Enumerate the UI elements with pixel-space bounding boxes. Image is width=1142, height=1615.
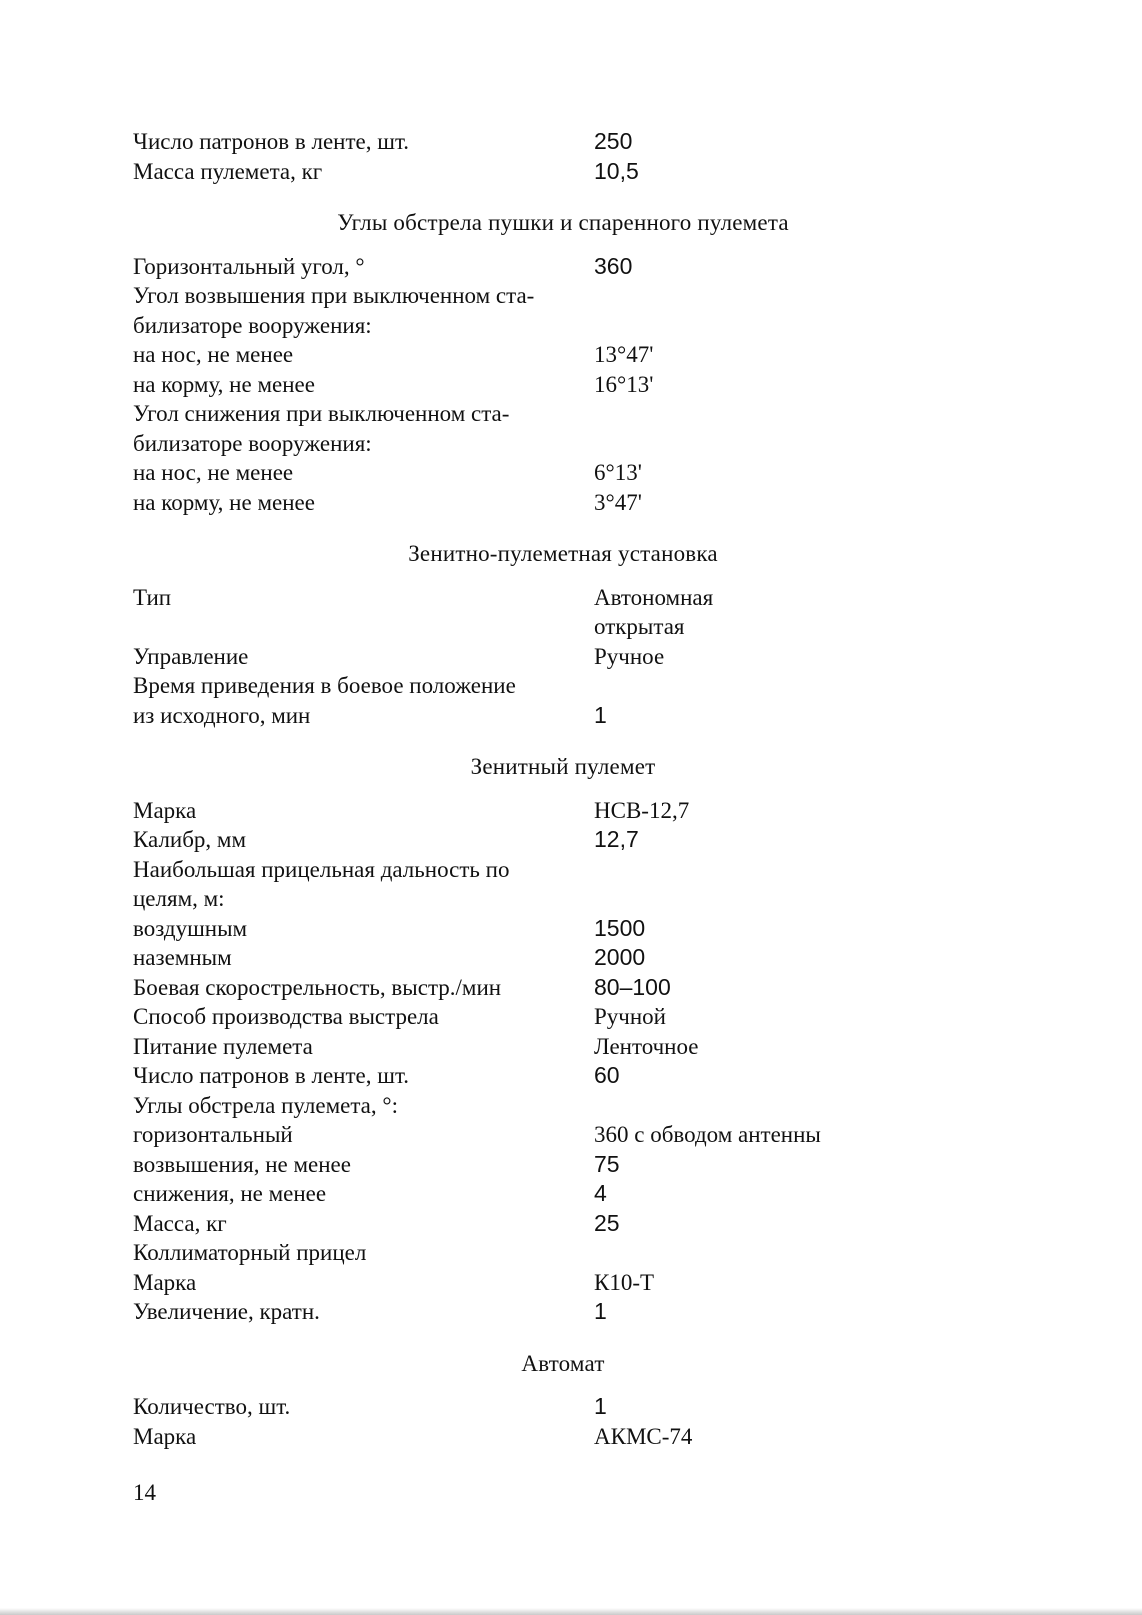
spec-label: Способ производства выстрела [133, 1004, 439, 1029]
spec-row [133, 1150, 993, 1180]
spec-label: на нос, не менее [133, 342, 294, 367]
spec-row [133, 1392, 993, 1422]
spec-section [133, 208, 993, 517]
page-bottom-edge [0, 1608, 1142, 1615]
spec-value: 1 [594, 701, 607, 728]
spec-row [133, 311, 993, 341]
spec-row [133, 458, 993, 488]
spec-label: Тип [133, 584, 172, 610]
spec-value: 4 [594, 1180, 607, 1206]
spec-row [133, 1209, 993, 1239]
spec-label [133, 612, 594, 642]
spec-section [133, 752, 993, 1327]
spec-content [133, 127, 993, 1451]
spec-label: снижения, не менее [133, 1181, 327, 1206]
spec-value: 1 [594, 1393, 607, 1419]
spec-row [133, 914, 993, 944]
spec-value: 80–100 [594, 973, 671, 1000]
spec-label: Количество, шт. [133, 1394, 291, 1419]
spec-value: 1500 [594, 914, 646, 941]
section-heading: Зенитный пулемет [470, 754, 656, 779]
spec-row [133, 1268, 993, 1298]
spec-label: из исходного, мин [133, 702, 311, 728]
spec-row [133, 252, 993, 282]
spec-value: К10-Т [594, 1269, 655, 1295]
spec-value: 250 [594, 128, 633, 154]
spec-value [594, 1091, 993, 1121]
spec-value: Ручное [594, 643, 665, 669]
spec-label: Горизонтальный угол, ° [133, 253, 365, 279]
spec-row [133, 1297, 993, 1327]
spec-label: Калибр, мм [133, 827, 247, 852]
spec-label: на корму, не менее [133, 489, 315, 515]
spec-row [133, 127, 993, 157]
spec-row [133, 429, 993, 459]
spec-value [594, 884, 993, 914]
spec-value: 360 с обводом антенны [594, 1122, 821, 1147]
spec-label: Управление [133, 643, 249, 669]
spec-label: на корму, не менее [133, 371, 315, 397]
spec-value: Ленточное [594, 1033, 699, 1059]
spec-label: Масса, кг [133, 1210, 227, 1236]
spec-label: горизонтальный [133, 1122, 293, 1147]
spec-label: билизаторе вооружения: [133, 312, 372, 338]
spec-row [133, 943, 993, 973]
spec-row [133, 701, 993, 731]
spec-label: Масса пулемета, кг [133, 158, 323, 184]
spec-row [133, 1032, 993, 1062]
spec-row [133, 370, 993, 400]
spec-value: НСВ-12,7 [594, 797, 690, 823]
spec-value: 1 [594, 1298, 607, 1324]
spec-value: 3°47' [594, 489, 642, 515]
spec-row [133, 399, 993, 429]
spec-label: Углы обстрела пулемета, °: [133, 1092, 398, 1118]
spec-label: Коллиматорный прицел [133, 1240, 367, 1265]
spec-section [133, 127, 993, 186]
spec-value: 75 [594, 1150, 620, 1177]
spec-row [133, 884, 993, 914]
spec-row [133, 855, 993, 885]
spec-label: Марка [133, 1423, 197, 1449]
spec-row [133, 281, 993, 311]
spec-section [133, 1349, 993, 1452]
spec-label: Наибольшая прицельная дальность по [133, 856, 510, 882]
spec-row [133, 488, 993, 518]
spec-label: наземным [133, 945, 232, 970]
section-heading: Углы обстрела пушки и спаренного пулемета [337, 210, 789, 235]
spec-row [133, 1120, 993, 1150]
spec-value [594, 1238, 993, 1268]
spec-label: Увеличение, кратн. [133, 1299, 320, 1324]
section-heading: Зенитно-пулеметная установка [408, 541, 718, 566]
spec-value [594, 399, 993, 429]
spec-value: Автономная [594, 584, 714, 610]
spec-value [594, 855, 993, 885]
spec-row [133, 1091, 993, 1121]
spec-row [133, 612, 993, 642]
spec-value [594, 671, 993, 701]
spec-value: 60 [594, 1062, 620, 1088]
spec-value [594, 311, 993, 341]
spec-section [133, 539, 993, 730]
spec-row [133, 973, 993, 1003]
spec-label: целям, м: [133, 886, 225, 911]
spec-value: 13°47' [594, 342, 654, 367]
spec-value: 16°13' [594, 371, 654, 397]
spec-row [133, 1061, 993, 1091]
spec-row [133, 583, 993, 613]
spec-row [133, 671, 993, 701]
spec-label: Время приведения в боевое положение [133, 673, 516, 698]
spec-value: 360 [594, 252, 633, 279]
spec-label: Угол снижения при выключенном ста- [133, 401, 510, 426]
spec-row [133, 157, 993, 187]
spec-row [133, 1238, 993, 1268]
spec-value [594, 281, 993, 311]
spec-label: возвышения, не менее [133, 1151, 351, 1177]
spec-value: Ручной [594, 1004, 666, 1029]
spec-value: 6°13' [594, 460, 642, 485]
spec-value: 10,5 [594, 157, 639, 184]
spec-value: 12,7 [594, 826, 639, 852]
spec-value: АКМС-74 [594, 1423, 693, 1449]
spec-label: Угол возвышения при выключенном ста- [133, 283, 535, 308]
spec-label: Марка [133, 1269, 197, 1295]
spec-label: Боевая скорострельность, выстр./мин [133, 974, 502, 1000]
spec-row [133, 1422, 993, 1452]
spec-value: 2000 [594, 944, 646, 970]
spec-row [133, 1002, 993, 1032]
section-heading: Автомат [521, 1350, 605, 1376]
spec-value: открытая [594, 614, 685, 639]
spec-row [133, 825, 993, 855]
spec-label: воздушным [133, 915, 248, 941]
spec-label: на нос, не менее [133, 460, 294, 485]
page-number: 14 [133, 1480, 156, 1505]
spec-value: 25 [594, 1209, 620, 1236]
spec-row [133, 340, 993, 370]
spec-label: Число патронов в ленте, шт. [133, 1063, 410, 1088]
spec-row [133, 796, 993, 826]
spec-label: билизаторе вооружения: [133, 430, 372, 456]
spec-row [133, 642, 993, 672]
spec-row [133, 1179, 993, 1209]
spec-label: Число патронов в ленте, шт. [133, 129, 410, 154]
spec-label: Питание пулемета [133, 1033, 313, 1059]
spec-value [594, 429, 993, 459]
spec-label: Марка [133, 797, 197, 823]
